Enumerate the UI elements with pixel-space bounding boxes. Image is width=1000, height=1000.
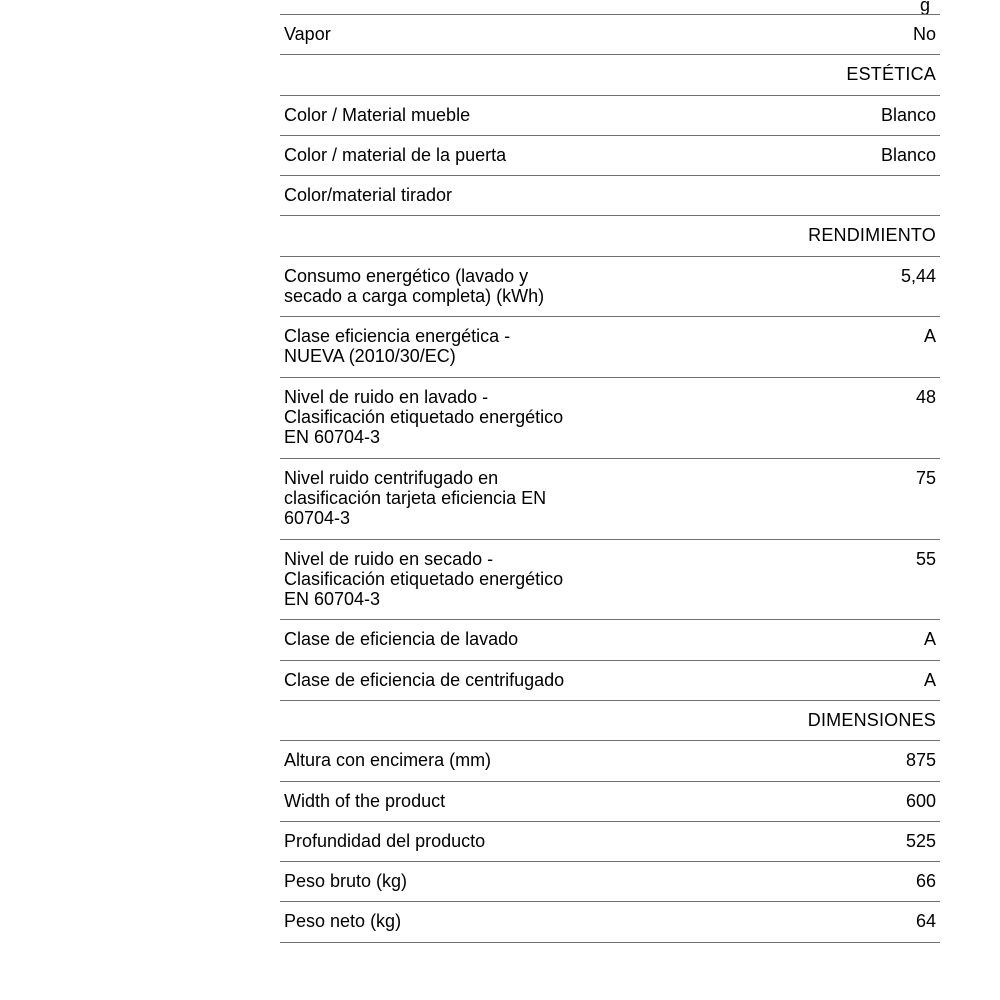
spec-row-vapor — [280, 15, 940, 55]
spec-value: 48 — [915, 386, 936, 407]
section-title: RENDIMIENTO — [808, 225, 936, 246]
spec-row-ruido-secado — [280, 540, 940, 621]
spec-label: Clase de eficiencia de centrifugado — [284, 669, 565, 690]
spec-value: A — [923, 629, 936, 650]
spec-value: Blanco — [880, 104, 936, 125]
spec-label: Profundidad del producto — [284, 830, 486, 851]
spec-label: Nivel de ruido en secado - Clasificación etiquetado energético EN 60704-3 — [284, 548, 564, 609]
spec-value: 600 — [905, 790, 936, 811]
spec-value: 66 — [915, 871, 936, 892]
section-title: ESTÉTICA — [846, 64, 936, 85]
spec-value: 525 — [905, 830, 936, 851]
spec-row-color-tirador — [280, 176, 940, 216]
spec-row-ruido-centrifugado — [280, 459, 940, 540]
spec-value: 875 — [905, 750, 936, 771]
section-header-dimensiones — [280, 701, 940, 741]
spec-value: A — [923, 669, 936, 690]
spec-value: 64 — [915, 911, 936, 932]
spec-row-altura — [280, 741, 940, 781]
spec-row-width — [280, 782, 940, 822]
spec-label: Consumo energético (lavado y secado a carga completa) (kWh) — [284, 265, 545, 306]
spec-row-color-mueble — [280, 96, 940, 136]
spec-value: Blanco — [880, 144, 936, 165]
spec-label: Color / material de la puerta — [284, 144, 507, 165]
spec-label: Color/material tirador — [284, 185, 453, 206]
spec-label: Width of the product — [284, 790, 446, 811]
spec-label: Color / Material mueble — [284, 104, 471, 125]
cut-off-text-fragment: g — [920, 0, 931, 15]
spec-label: Clase eficiencia energética - NUEVA (2010/30/EC) — [284, 326, 511, 367]
spec-row-consumo-energetico — [280, 257, 940, 318]
spec-value: 75 — [915, 467, 936, 488]
section-title: DIMENSIONES — [807, 709, 936, 730]
spec-value: 55 — [915, 548, 936, 569]
spec-row-clase-eficiencia-energetica — [280, 317, 940, 378]
spec-label: Peso bruto (kg) — [284, 871, 408, 892]
spec-label: Vapor — [284, 24, 331, 44]
spec-label: Peso neto (kg) — [284, 911, 402, 932]
spec-row-ruido-lavado — [280, 378, 940, 459]
spec-value: No — [912, 24, 936, 44]
section-header-estetica — [280, 55, 940, 95]
spec-row-profundidad — [280, 822, 940, 862]
section-header-rendimiento — [280, 216, 940, 256]
spec-row-eficiencia-centrifugado — [280, 661, 940, 701]
spec-label: Clase de eficiencia de lavado — [284, 629, 519, 650]
spec-row-eficiencia-lavado — [280, 620, 940, 660]
spec-value: 5,44 — [900, 265, 936, 286]
spec-row-color-puerta — [280, 136, 940, 176]
specifications-table — [280, 14, 940, 943]
spec-row-peso-bruto — [280, 862, 940, 902]
spec-value: A — [923, 326, 936, 347]
spec-label: Altura con encimera (mm) — [284, 750, 492, 771]
spec-row-peso-neto — [280, 902, 940, 942]
spec-label: Nivel de ruido en lavado - Clasificación etiquetado energético EN 60704-3 — [284, 386, 564, 447]
spec-label: Nivel ruido centrifugado en clasificación tarjeta eficiencia EN 60704-3 — [284, 467, 547, 528]
